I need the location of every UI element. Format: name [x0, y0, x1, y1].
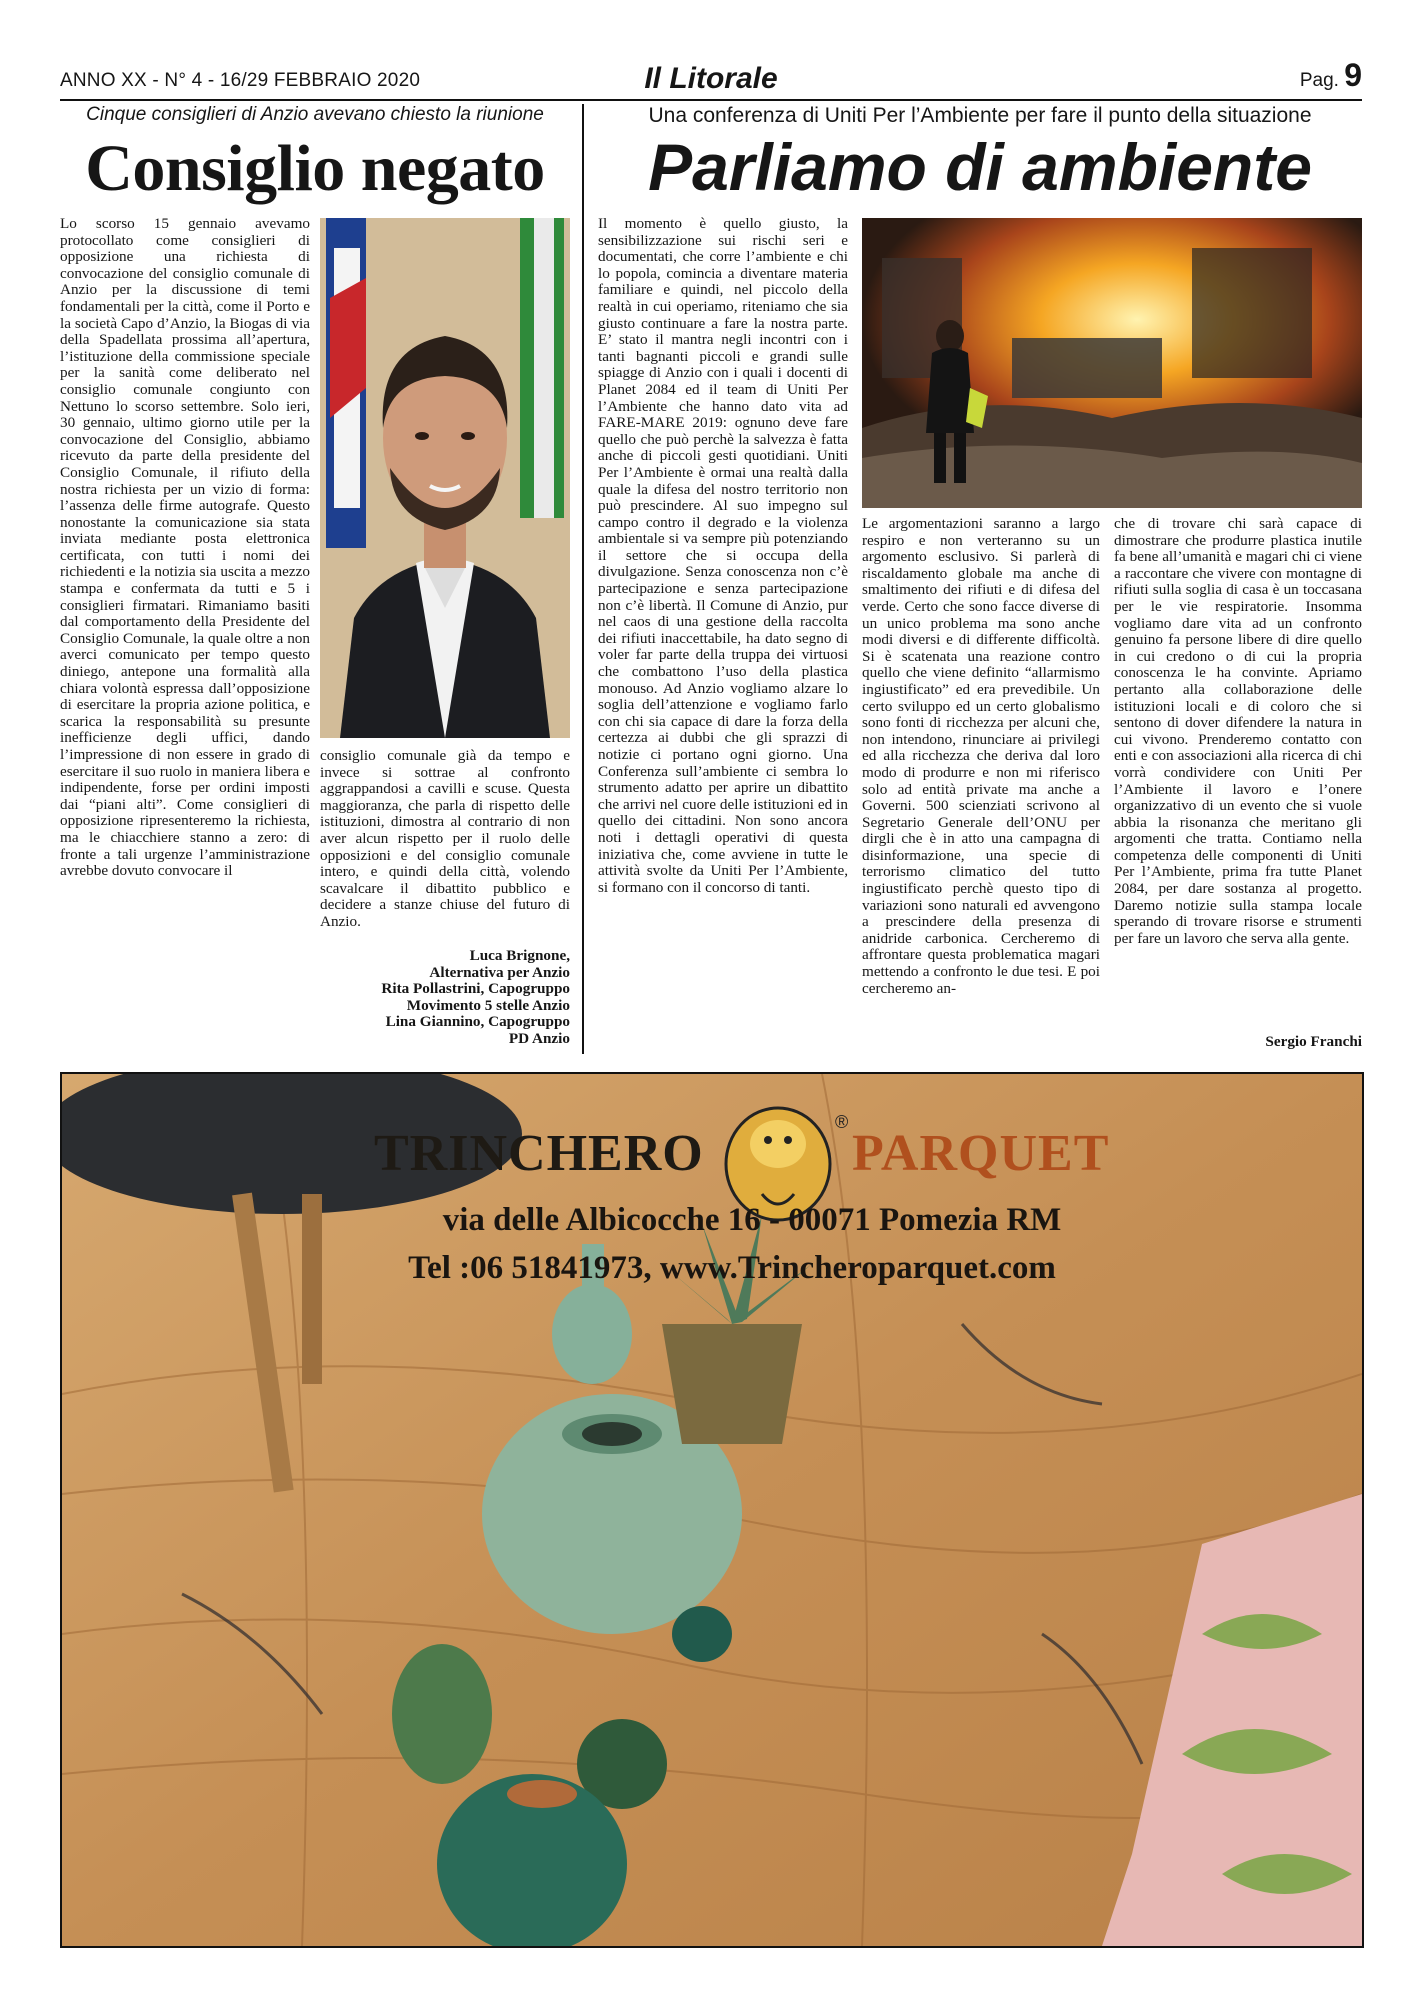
right-article-column-1 [598, 216, 848, 1052]
page-label: Pag. [1299, 70, 1339, 91]
parquet-advertisement [60, 1072, 1364, 1948]
right-article-column-3 [1114, 516, 1362, 1026]
signature-line: PD Anzio [508, 1029, 570, 1047]
masthead [60, 58, 1362, 98]
registered-trademark-icon: ® [835, 1112, 849, 1132]
ad-brand-name: TRINCHERO [374, 1125, 704, 1182]
issue-info: ANNO XX - N° 4 - 16/29 FEBBRAIO 2020 [60, 70, 421, 91]
right-article-text-2: Le argomentazioni saranno a largo respiro e non verteranno su un argomento esclusivo. Si parlerà di riscaldamento globale ma anche di smaltimento dei rifiuti e di difesa del verde. Certo che sono facce diverse di un unico problema ma sono anche modi diversi e di differente difficoltà. Si è scatenata una reazione contro quello che viene definito “allarmismo ingiustificato” ed era prevedibile. Un certo sviluppo ed un certo globalismo sono fonti di ricchezza per alcuni che, non intendono, rinunciare ai privilegi ed alla ricchezza che deriva dal loro modo di produrre e non mi riferisco solo ad entità private ma anche a Governi. 500 scienziati scrivono al Segretario Generale dell’ONU per dirgli che è in atto una campagna di disinformazione, una specie di terrorismo climatico del tutto ingiustificato perchè questo tipo di variazioni sono naturali ed avvengono a prescindere della presenza di anidride carbonica. Cercheremo di affrontare questa problematica magari mettendo a confronto le due tesi. E poi cercheremo an- [862, 516, 1100, 997]
header-rule [60, 99, 1362, 101]
newspaper-brand: Il Litorale [644, 62, 778, 95]
ad-address: via delle Albicocche 16 - 00071 Pomezia RM [442, 1202, 1062, 1238]
right-article-column-2 [862, 516, 1100, 1052]
left-article-signatures [320, 948, 570, 1048]
left-article-text-1: Lo scorso 15 gennaio avevamo protocollato come consiglieri di opposizione una richiesta di convocazione del consiglio comunale di Anzio per la discussione di temi fondamentali per la città, come il Porto e la società Capo d’Anzio, la Biogas di via della Spadellata prossima all’apertura, l’istituzione della commissione speciale per la sanità come deliberato nel consiglio comunale congiunto con Nettuno lo scorso settembre. Solo ieri, 30 gennaio, ultimo giorno utile per la convocazione del Consiglio, abbiamo ricevuto da parte della presidente del Consiglio Comunale, il rifiuto della nostra richiesta per un vizio di forma: l’assenza delle firme autografe. Questo nonostante la comunicazione sia stata inviata mediante posta elettronica certificata, con tutti i nomi dei richiedenti e la notizia sia uscita a mezzo stampa e confermata da tutti e 5 i consiglieri firmatari. Rimaniamo basiti dal comportamento della Presidente del Consiglio Comunale, la quale oltre a non averci comunicato per tempo questo diniego, antepone una formalità alla chiara volontà espressa dall’opposizione di esercitare la propria azione politica, e scarica la responsabilità su presunte inefficienze degli uffici, dando l’impressione di non essere in grado di esercitare il suo ruolo in maniera libera e indipendente, forse per ordini imposti dai “piani alti”. Come consiglieri di opposizione ripresenteremo la richiesta, ma le chiacchiere stanno a zero: di fronte a tali urgenze l’amministrazione avrebbe dovuto convocare il [60, 216, 310, 880]
signature-line: Rita Pollastrini, Capogruppo [381, 980, 570, 998]
left-article-column-2 [320, 748, 570, 946]
page-number-value: 9 [1344, 57, 1362, 93]
councillor-portrait-photo [320, 218, 570, 738]
signature-line: Movimento 5 stelle Anzio [406, 996, 570, 1014]
right-article-author: Sergio Franchi [1265, 1033, 1362, 1050]
signature-line: Lina Giannino, Capogruppo [385, 1013, 570, 1031]
right-article-kicker: Una conferenza di Uniti Per l’Ambiente per fare il punto della situazione [648, 104, 1312, 127]
signature-line: Luca Brignone, [469, 947, 570, 964]
page-number [1300, 57, 1362, 94]
right-article-text-1: Il momento è quello giusto, la sensibilizzazione sui rischi seri e documentati, che corre l’ambiente e chi lo popola, comincia a diventare materia familiare e quindi, nel piccolo della realtà in cui operiamo, riteniamo che sia giusto continuare a fare la nostra parte. E’ stato il mantra negli incontri con i tanti bagnanti piccoli e grandi sulle spiagge di Anzio con i quali i docenti di Planet 2084 ed il team di Uniti Per l’Ambiente che hanno dato vita ad FARE-MARE 2019: ognuno deve fare quello che può perchè la salvezza è fatta anche di piccoli gesti quotidiani. Uniti Per l’Ambiente è ormai una realtà dalla quale la difesa del nostro territorio non può prescindere. Al suo impegno sul campo contro il degrado e la violenza ambientale si va sempre più potenziando il settore che si occupa della divulgazione. Senza conoscenza non c’è partecipazione e senza partecipazione non c’è libertà. Il Comune di Anzio, pur nel caos di una gestione della raccolta dei rifiuti inaccettabile, ha dato segno di voler far parte della truppa dei virtuosi che combattono l’uso della plastica monouso. Ad Anzio vogliamo alzare lo soglia dell’attenzione e vogliamo farlo con chi sia capace di dare la forza della certezza ai dubbi che gli sprazzi di notizie ci portano ogni giorno. Una Conferenza sull’ambiente ci sembra lo strumento adatto per aprire un dibattito che arrivi nel cuore delle istituzioni ed in quello dei cittadini. Non sono ancora noti i dettagli operativi di questa iniziativa che, come avviene in tutte le attività svolte da Uniti Per l’Ambiente, si formano con il concorso di tanti. [598, 216, 848, 896]
left-article-kicker: Cinque consiglieri di Anzio avevano chiesto la riunione [86, 104, 544, 125]
signature-line: Alternativa per Anzio [429, 963, 570, 981]
right-article-title: Parliamo di ambiente [648, 130, 1312, 204]
right-article-text-3: che di trovare chi sarà capace di dimostrare che produrre plastica inutile fa bene all’umanità e magari chi ci viene a raccontare che vivere con montagne di rifiuti sulla soglia di casa è un toccasana per le vie respiratorie. Insomma vogliamo dare vita ad un confronto genuino fa persone libere di dire quello in cui credono o di cui la propria conoscenza le ha convinte. Apriamo pertanto alla collaborazione delle istituzioni locali e di coloro che si sentono di dover difendere la natura in cui vivono. Prenderemo contatto con enti e con associazioni alla ricerca di chi vorrà condividere con Uniti Per l’Ambiente il lavoro e l’onere organizzativo di un evento che si vuole abbia la risonanza che meritano gli argomenti che tratta. Contiamo nella competenza delle componenti di Uniti Per l’Ambiente, prima fra tutte Planet 2084, per dare sostanza al progetto. Daremo notizie sulla stampa locale sperando di trovare risorse e strumenti per fare un lavoro che serva alla gente. [1114, 516, 1362, 947]
left-article-title: Consiglio negato [85, 132, 545, 205]
garbage-fire-photo [862, 218, 1362, 508]
left-article-text-2: consiglio comunale già da tempo e invece si sottrae al confronto aggrappandosi a cavilli e scuse. Questa maggioranza, che parla di rispetto delle istituzioni, dimostra al contrario di non aver alcun rispetto per il ruolo delle opposizioni e del consiglio comunale intero, e quindi della città, volendo scavalcare il dibattito pubblico e decidere a stanze chiuse del futuro di Anzio. [320, 748, 570, 930]
left-article-column-1 [60, 216, 310, 1052]
ad-contact: Tel :06 51841973, www.Trincheroparquet.com [408, 1250, 1056, 1286]
column-divider [582, 104, 584, 1054]
ad-brand-product: PARQUET [852, 1125, 1110, 1182]
